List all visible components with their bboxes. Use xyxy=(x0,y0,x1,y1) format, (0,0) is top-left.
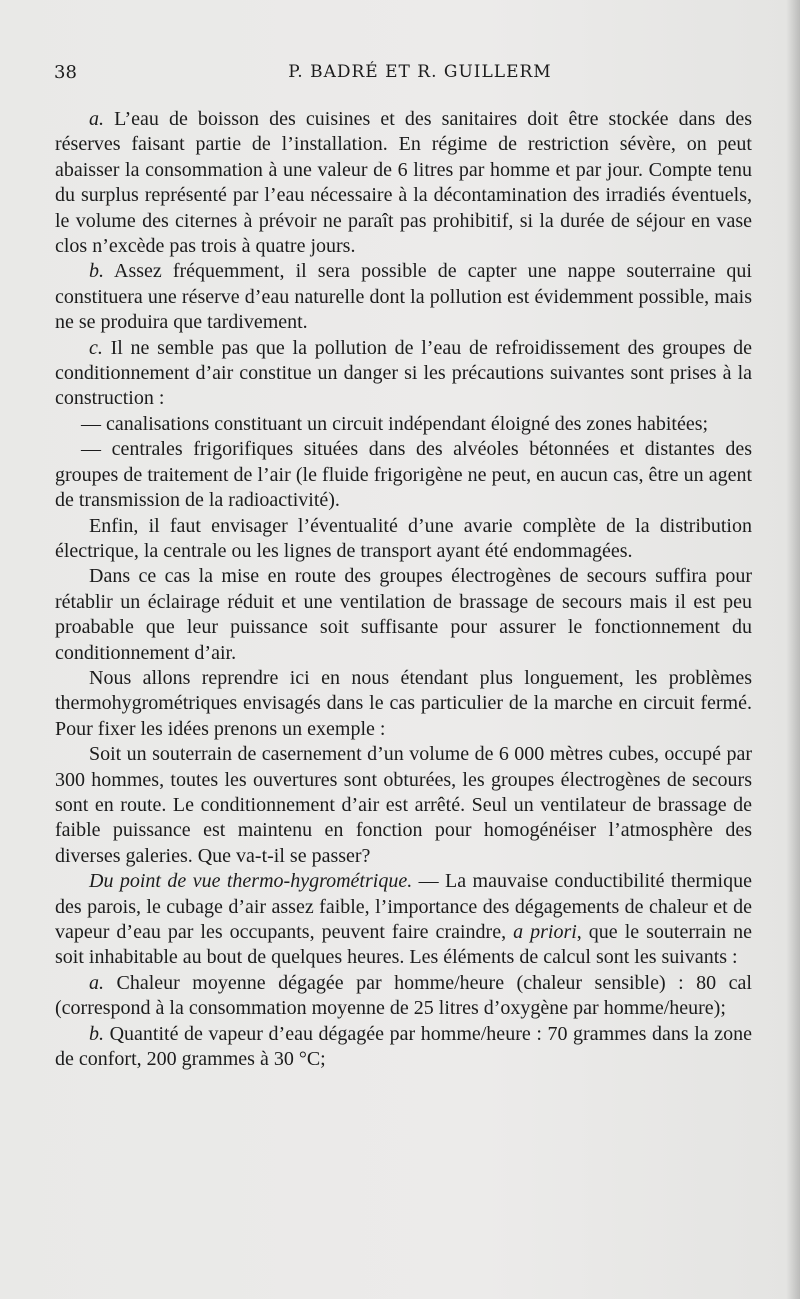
running-head: P. BADRÉ ET R. GUILLERM xyxy=(288,62,552,82)
paragraph-emergency-generators: Dans ce cas la mise en route des groupes électrogènes de secours suffira pour rétablir un éclairage réduit et une ventilation de brassage de secours mais il est peu proabable que leur puissance soit suffisante pour assurer le fonctionnement du conditionnement d’air. xyxy=(55,565,752,664)
paragraph-example: Soit un souterrain de casernement d’un volume de 6 000 mètres cubes, occupé par 300 hommes, toutes les ouvertures sont obturées, les groupes électrogènes de secours sont en route. Le conditionnement d’air est arrêté. Seul un ventilateur de brassage de faible puissance est maintenu en fonction pour homogénéiser l’atmosphère des diverses galeries. Que va-t-il se passer? xyxy=(55,743,752,867)
paragraph-thermohygrometric-problems: Nous allons reprendre ici en nous étendant plus longuement, les problèmes thermohygrométriques envisagés dans le cas particulier de la marche en circuit fermé. Pour fixer les idées prenons un exemple : xyxy=(55,666,752,740)
paragraph-power-failure: Enfin, il faut envisager l’éventualité d’une avarie complète de la distribution électrique, la centrale ou les lignes de transport ayant été endommagées. xyxy=(55,514,752,562)
body-text xyxy=(55,107,752,1072)
dash-item-refrigeration: — centrales frigorifiques situées dans des alvéoles bétonnées et distantes des groupes de traitement de l’air (le fluide frigorigène ne peut, en aucun cas, être un agent de transmission de la radioactivité). xyxy=(55,438,752,512)
paragraph-c-cooling-water: c. Il ne semble pas que la pollution de l’eau de refroidissement des groupes de conditionnement d’air constitue un danger si les précautions suivantes sont prises à la construction : xyxy=(55,336,752,410)
paragraph-a-heat: a. Chaleur moyenne dégagée par homme/heure (chaleur sensible) : 80 cal (correspond à la consommation moyenne de 25 litres d’oxygène par homme/heure); xyxy=(55,971,752,1020)
page-header xyxy=(54,62,746,92)
dash-item-pipes: — canalisations constituant un circuit indépendant éloigné des zones habitées; xyxy=(81,412,709,435)
item-label: b. xyxy=(89,260,104,283)
paragraph-b-vapour: b. Quantité de vapeur d’eau dégagée par homme/heure : 70 grammes dans la zone de confort, 200 grammes à 30 °C; xyxy=(55,1022,752,1071)
paragraph-thermo-hygrometric-view: Du point de vue thermo-hygrométrique. — La mauvaise conductibilité thermique des parois, le cubage d’air assez faible, l’importance des dégagements de chaleur et de vapeur d’eau par les occupants, peuvent faire craindre, a priori, que le souterrain ne soit inhabitable au bout de quelques heures. Les éléments de calcul sont les suivants : xyxy=(55,870,752,969)
item-label: b. xyxy=(89,1022,104,1045)
page-number: 38 xyxy=(54,62,77,83)
section-lead: Du point de vue thermo-hygrométrique. xyxy=(89,870,413,893)
item-label: c. xyxy=(89,336,103,359)
item-label: a. xyxy=(89,108,104,130)
paragraph-a-water-storage: a. L’eau de boisson des cuisines et des sanitaires doit être stockée dans des réserves faisant partie de l’installation. En régime de restriction sévère, on peut abaisser la consommation à une valeur de 6 litres par homme et par jour. Compte tenu du surplus représenté par l’eau nécessaire à la décontamination des irradiés éventuels, le volume des citernes à prévoir ne paraît pas prohibitif, si la durée de séjour en vase clos n’excède pas trois à quatre jours. xyxy=(55,108,752,258)
item-label: a. xyxy=(89,971,104,994)
paragraph-b-groundwater: b. Assez fréquemment, il sera possible de capter une nappe souterraine qui constituera une réserve d’eau naturelle dont la pollution est évidemment possible, mais ne se produira que tardivement. xyxy=(55,260,752,334)
